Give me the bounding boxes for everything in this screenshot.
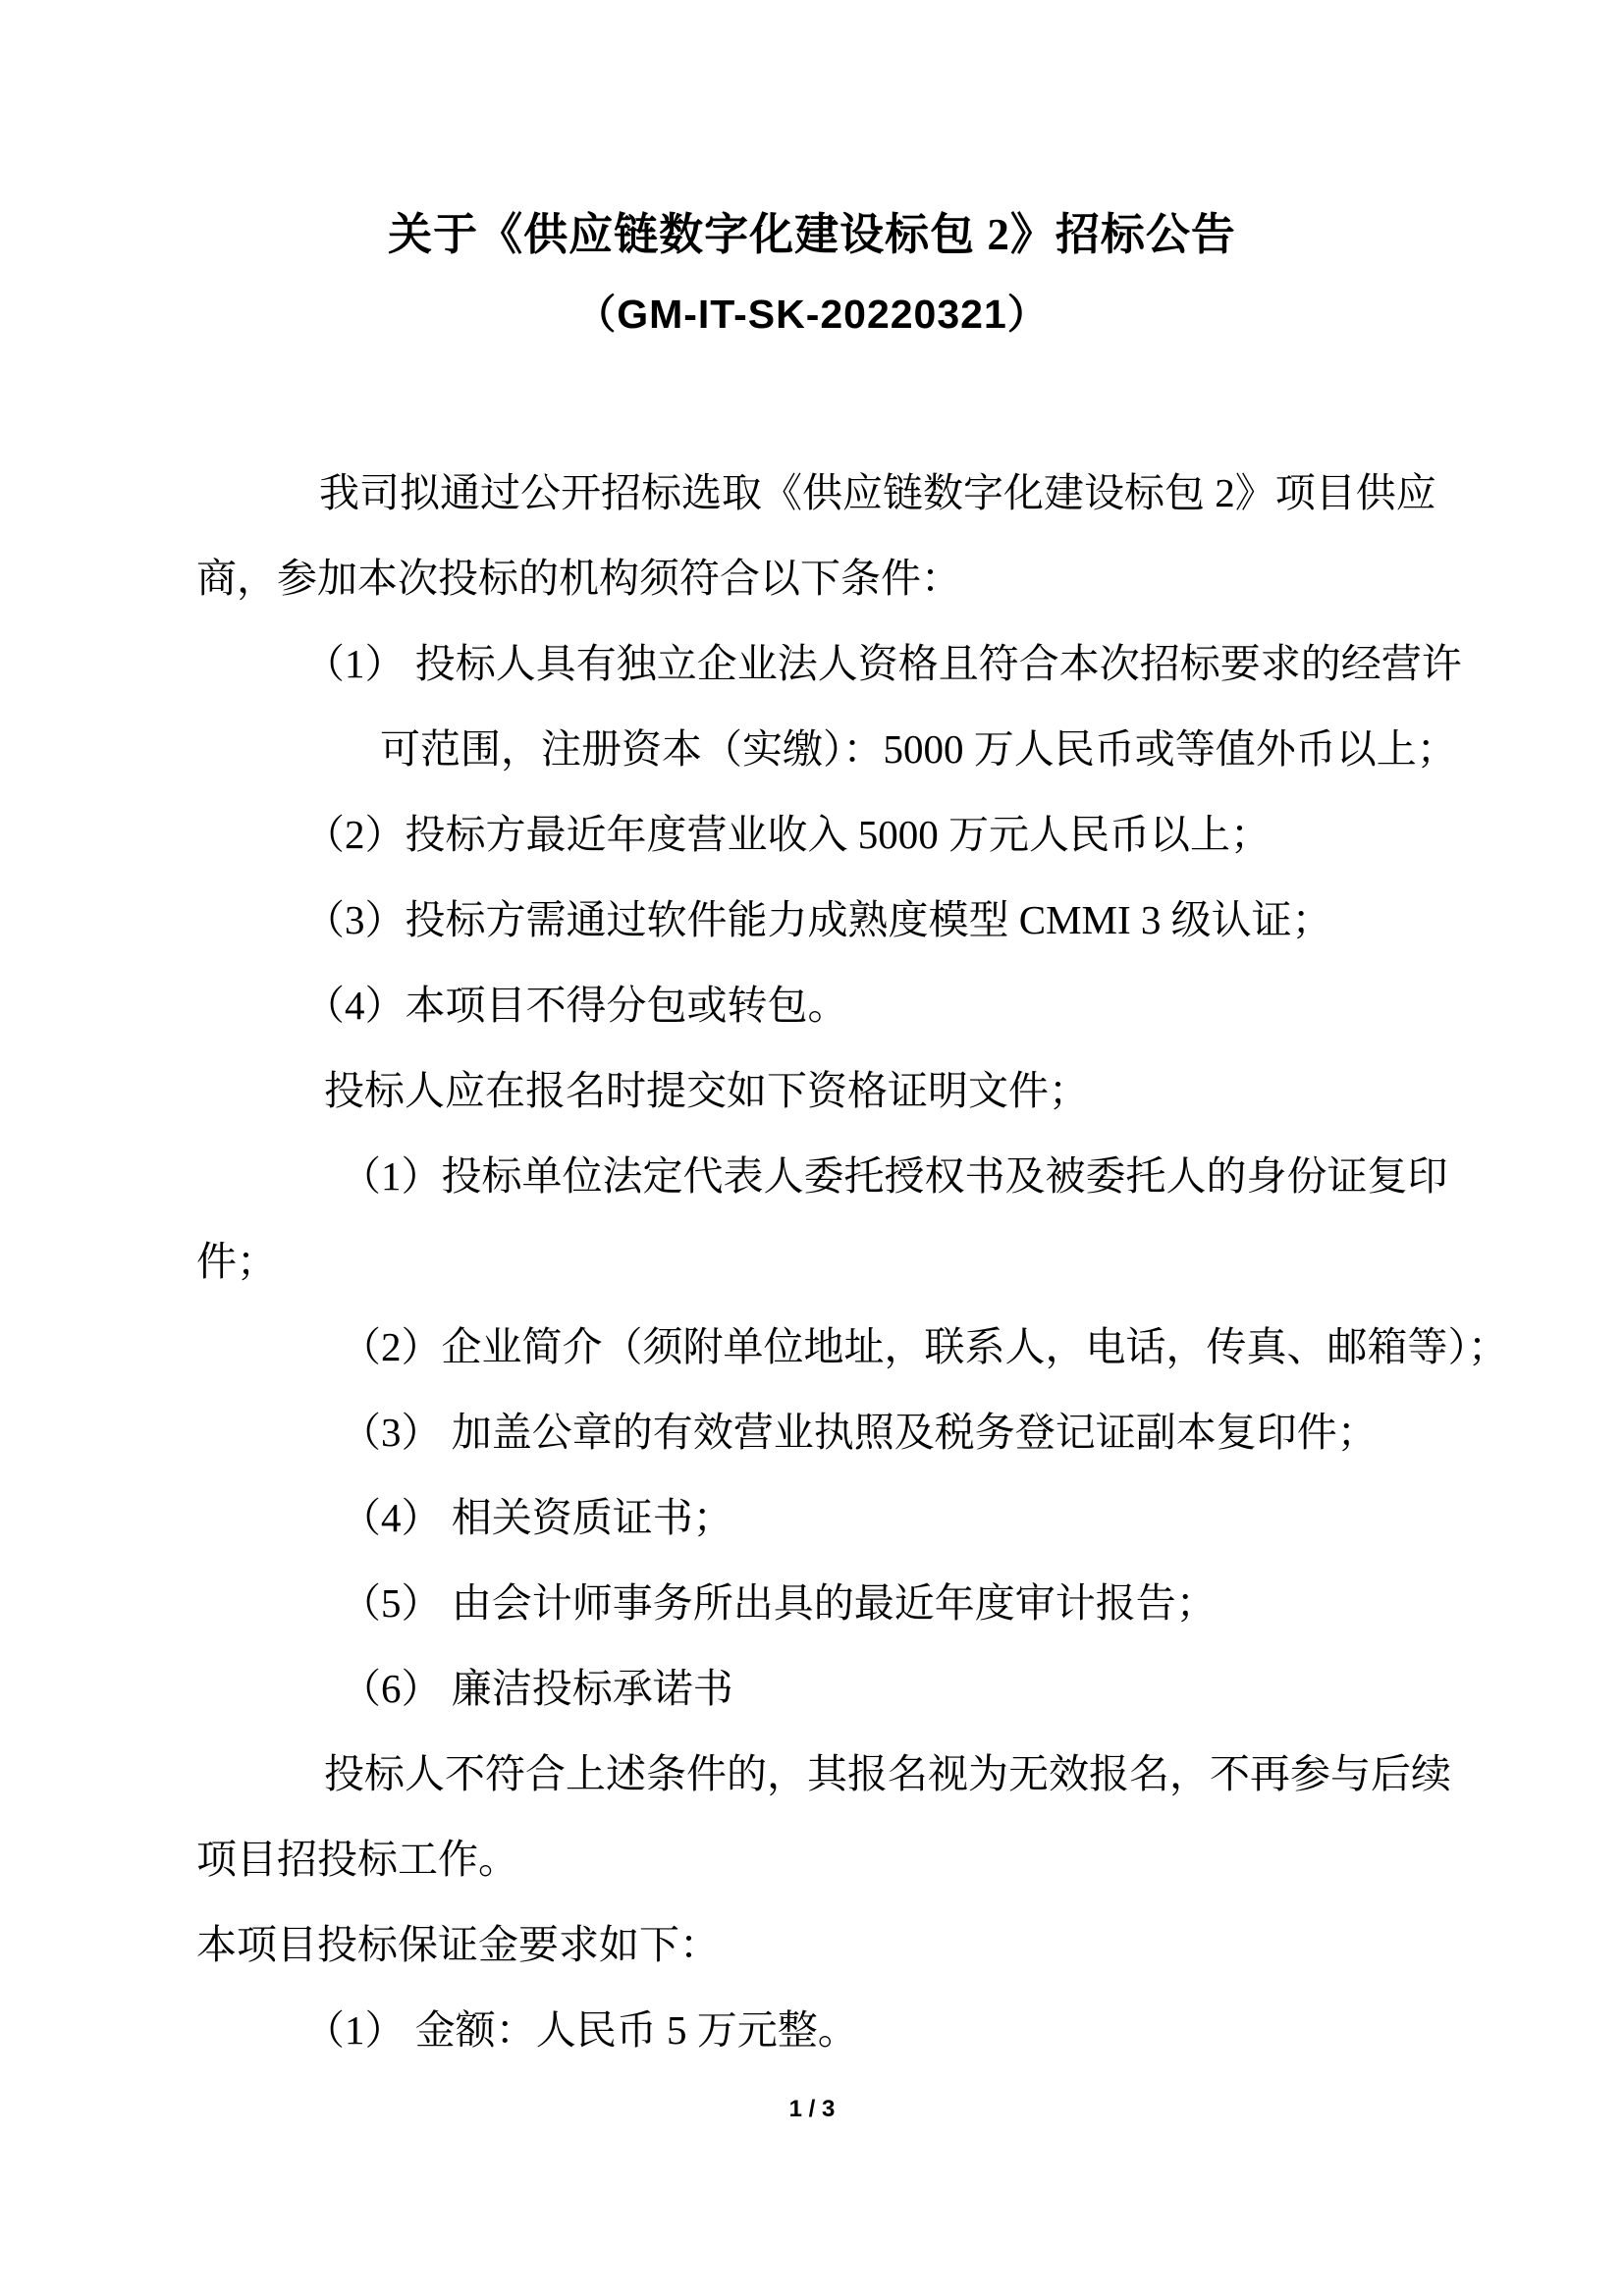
text-line: （4） 相关资质证书； — [341, 1495, 733, 1540]
text-line: （2）企业简介（须附单位地址，联系人，电话，传真、邮箱等）； — [341, 1324, 1508, 1369]
text-line: （3） 加盖公章的有效营业执照及税务登记证副本复印件； — [341, 1410, 1378, 1455]
text-line: 可范围，注册资本（实缴）：5000 万人民币或等值外币以上； — [380, 726, 1457, 772]
document-number: （GM-IT-SK-20220321） — [575, 292, 1049, 337]
document-body — [196, 451, 1508, 2073]
text-line: （1） 投标人具有独立企业法人资格且符合本次招标要求的经营许 — [304, 641, 1462, 686]
text-line: 件； — [196, 1239, 277, 1284]
text-line: 投标人不符合上述条件的，其报名视为无效报名，不再参与后续 — [324, 1751, 1451, 1796]
text-line: 项目招投标工作。 — [196, 1837, 518, 1882]
text-line: （5） 由会计师事务所出具的最近年度审计报告； — [341, 1580, 1217, 1626]
text-line: （4）本项目不得分包或转包。 — [304, 983, 848, 1028]
text-line: 我司拟通过公开招标选取《供应链数字化建设标包 2》项目供应 — [319, 470, 1436, 515]
page-number: 1 / 3 — [788, 2096, 836, 2122]
page-title: 关于《供应链数字化建设标包 2》招标公告 — [388, 210, 1236, 259]
text-line: （1）投标单位法定代表人委托授权书及被委托人的身份证复印 — [341, 1153, 1448, 1199]
text-line: 投标人应在报名时提交如下资格证明文件； — [324, 1068, 1089, 1113]
text-line: （1） 金额：人民币 5 万元整。 — [304, 2007, 858, 2053]
text-line: 本项目投标保证金要求如下： — [196, 1922, 720, 1967]
text-line: 商，参加本次投标的机构须符合以下条件： — [196, 556, 961, 601]
text-line: （6） 廉洁投标承诺书 — [341, 1666, 733, 1711]
text-line: （2）投标方最近年度营业收入 5000 万元人民币以上； — [304, 812, 1271, 857]
text-line: （3）投标方需通过软件能力成熟度模型 CMMI 3 级认证； — [304, 897, 1332, 942]
